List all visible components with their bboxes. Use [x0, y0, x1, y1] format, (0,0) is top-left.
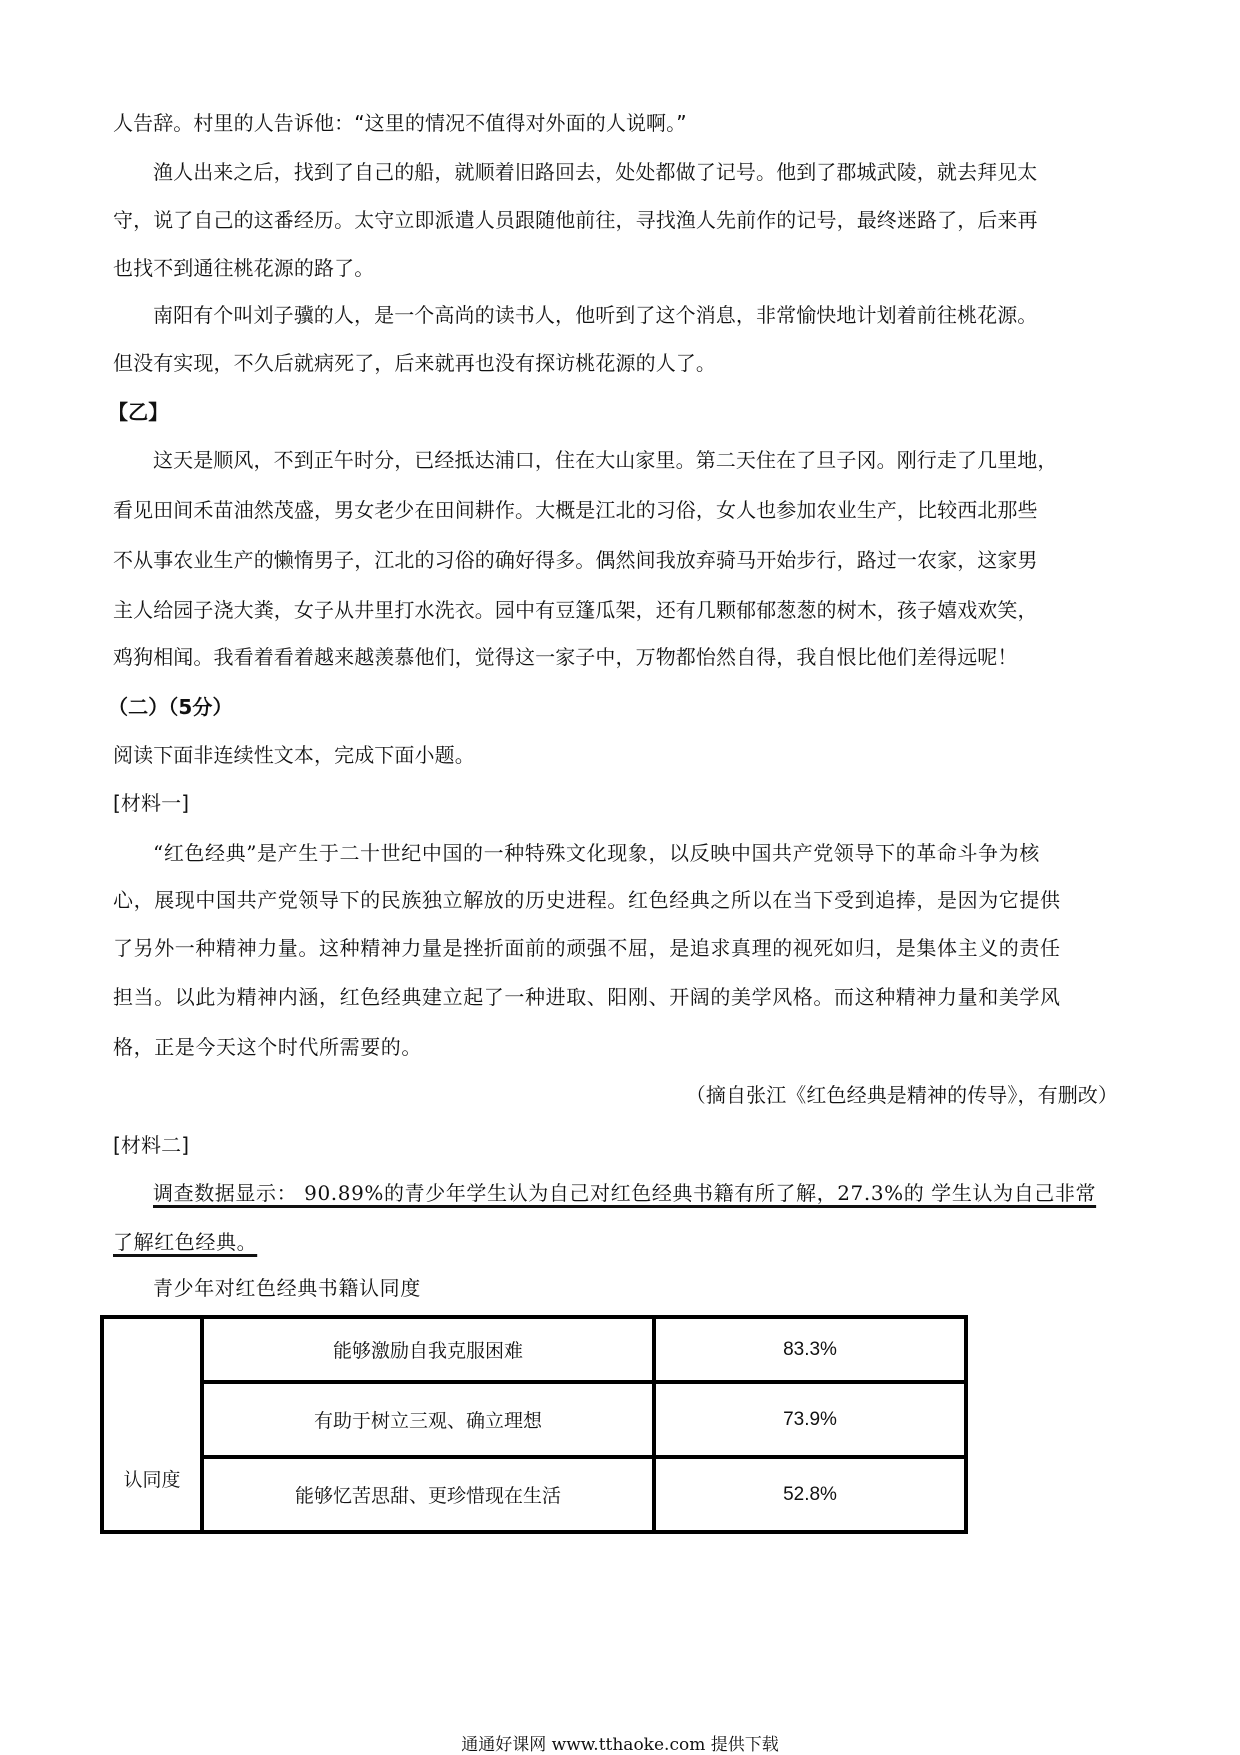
passage-line: 人告辞。村里的人告诉他：“这里的情况不值得对外面的人说啊。” — [113, 111, 687, 135]
material-paragraph-start: “红色经典”是产生于二十世纪中国的一种特殊文化现象，以反映中国共产党领导下的革命斗争为核 — [153, 841, 1040, 865]
item-cell: 能够激励自我克服困难 — [202, 1317, 654, 1382]
section-heading: （二）（5分） — [108, 695, 233, 719]
material-two-label: [材料二] — [113, 1133, 190, 1157]
passage-line: 也找不到通往桃花源的路了。 — [113, 256, 375, 280]
passage-line: 但没有实现，不久后就病死了，后来就再也没有探访桃花源的人了。 — [113, 351, 716, 375]
item-cell: 有助于树立三观、确立理想 — [202, 1382, 654, 1457]
material-one-label: [材料一] — [113, 791, 190, 815]
material-line: 了另外一种精神力量。这种精神力量是挫折面前的顽强不屈，是追求真理的视死如归，是集体主义的责任 — [113, 936, 1061, 960]
passage-line: 不从事农业生产的懒惰男子，江北的习俗的确好得多。偶然间我放弃骑马开始步行，路过一农家，这家男 — [113, 548, 1038, 572]
survey-summary-line: 了解红色经典。 — [113, 1230, 258, 1254]
material-line: 格，正是今天这个时代所需要的。 — [113, 1035, 422, 1059]
item-cell: 能够忆苦思甜、更珍惜现在生活 — [202, 1457, 654, 1532]
passage-paragraph-start: 渔人出来之后，找到了自己的船，就顺着旧路回去，处处都做了记号。他到了郡城武陵，就去拜见太 — [153, 160, 1038, 184]
table-row — [102, 1317, 966, 1382]
value-cell: 52.8% — [654, 1457, 966, 1532]
table-row — [102, 1457, 966, 1532]
material-line: 担当。以此为精神内涵，红色经典建立起了一种进取、阳刚、开阔的美学风格。而这种精神力量和美学风 — [113, 985, 1061, 1009]
passage-paragraph-start: 南阳有个叫刘子骥的人，是一个高尚的读书人，他听到了这个消息，非常愉快地计划着前往桃花源。 — [153, 303, 1038, 327]
passage-line: 看见田间禾苗油然茂盛，男女老少在田间耕作。大概是江北的习俗，女人也参加农业生产，比较西北那些 — [113, 498, 1038, 522]
passage-line: 守，说了自己的这番经历。太守立即派遣人员跟随他前往，寻找渔人先前作的记号，最终迷路了，后来再 — [113, 208, 1038, 232]
passage-paragraph-start: 这天是顺风，不到正午时分，已经抵达浦口，住在大山家里。第二天住在了旦子冈。刚行走了几里地， — [153, 448, 1058, 472]
recognition-table — [100, 1315, 968, 1534]
table-row — [102, 1382, 966, 1457]
footer-watermark: 通通好课网 www.tthaoke.com 提供下载 — [461, 1735, 779, 1755]
survey-summary-line: 调查数据显示： 90.89%的青少年学生认为自己对红色经典书籍有所了解，27.3%的 学生认为自己非常 — [153, 1181, 1097, 1205]
table-title: 青少年对红色经典书籍认同度 — [153, 1276, 421, 1300]
material-line: 心，展现中国共产党领导下的民族独立解放的历史进程。红色经典之所以在当下受到追捧，是因为它提供 — [113, 888, 1061, 912]
passage-line: 鸡狗相闻。我看着看着越来越羡慕他们，觉得这一家子中，万物都怡然自得，我自恨比他们差得远呢！ — [113, 645, 1018, 669]
passage-yi-heading: 【乙】 — [108, 400, 169, 424]
section-instruction: 阅读下面非连续性文本，完成下面小题。 — [113, 743, 475, 767]
value-cell: 73.9% — [654, 1382, 966, 1457]
passage-line: 主人给园子浇大粪，女子从井里打水洗衣。园中有豆篷瓜架，还有几颗郁郁葱葱的树木，孩子嬉戏欢笑， — [113, 598, 1038, 622]
citation: （摘自张江《红色经典是精神的传导》，有删改） — [685, 1083, 1118, 1107]
value-cell: 83.3% — [654, 1317, 966, 1382]
category-cell: 认同度 — [102, 1317, 202, 1532]
